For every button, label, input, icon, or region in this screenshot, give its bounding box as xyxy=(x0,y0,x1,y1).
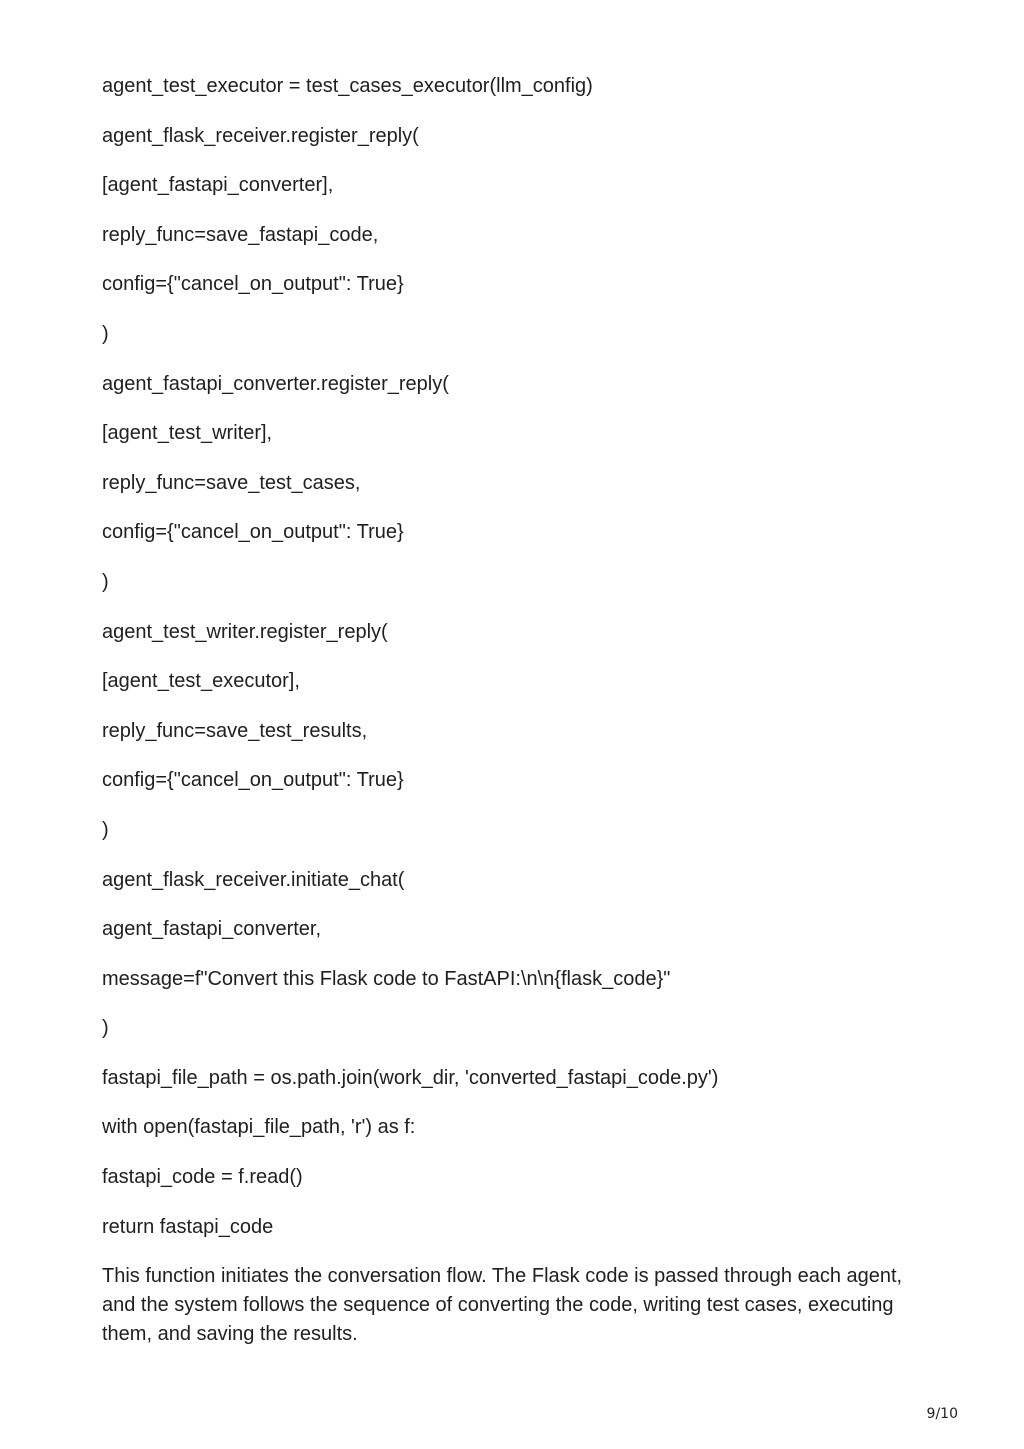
code-line: agent_flask_receiver.register_reply( xyxy=(102,124,419,147)
code-line: ) xyxy=(102,818,109,841)
code-line: ) xyxy=(102,322,109,345)
code-line: [agent_fastapi_converter], xyxy=(102,174,334,197)
description-paragraph: This function initiates the conversation flow. The Flask code is passed through each agent, and the system follows the sequence of converting the code, writing test cases, executing them, and saving the results. xyxy=(102,1265,903,1345)
code-line: agent_test_executor = test_cases_executor(llm_config) xyxy=(102,75,593,97)
code-line: ) xyxy=(102,1017,109,1040)
code-line: config={"cancel_on_output": True} xyxy=(102,521,404,544)
code-line: reply_func=save_fastapi_code, xyxy=(102,223,379,246)
code-line: fastapi_file_path = os.path.join(work_dir, 'converted_fastapi_code.py') xyxy=(102,1066,719,1089)
code-line: with open(fastapi_file_path, 'r') as f: xyxy=(102,1116,416,1139)
code-line: reply_func=save_test_results, xyxy=(102,719,368,742)
code-block xyxy=(102,72,922,1262)
code-line: config={"cancel_on_output": True} xyxy=(102,273,404,296)
code-line: [agent_test_writer], xyxy=(102,422,273,445)
code-line: reply_func=save_test_cases, xyxy=(102,471,361,494)
code-line: config={"cancel_on_output": True} xyxy=(102,769,404,792)
code-line: agent_fastapi_converter, xyxy=(102,918,322,941)
code-line: message=f"Convert this Flask code to FastAPI:\n\n{flask_code}" xyxy=(102,967,671,990)
code-line: fastapi_code = f.read() xyxy=(102,1166,303,1189)
code-line: agent_flask_receiver.initiate_chat( xyxy=(102,868,405,891)
code-line: agent_fastapi_converter.register_reply( xyxy=(102,372,449,395)
page-number: 9/10 xyxy=(926,1406,958,1422)
code-line: return fastapi_code xyxy=(102,1215,274,1238)
code-line: [agent_test_executor], xyxy=(102,670,300,693)
code-line: ) xyxy=(102,570,109,593)
code-line: agent_test_writer.register_reply( xyxy=(102,620,388,643)
